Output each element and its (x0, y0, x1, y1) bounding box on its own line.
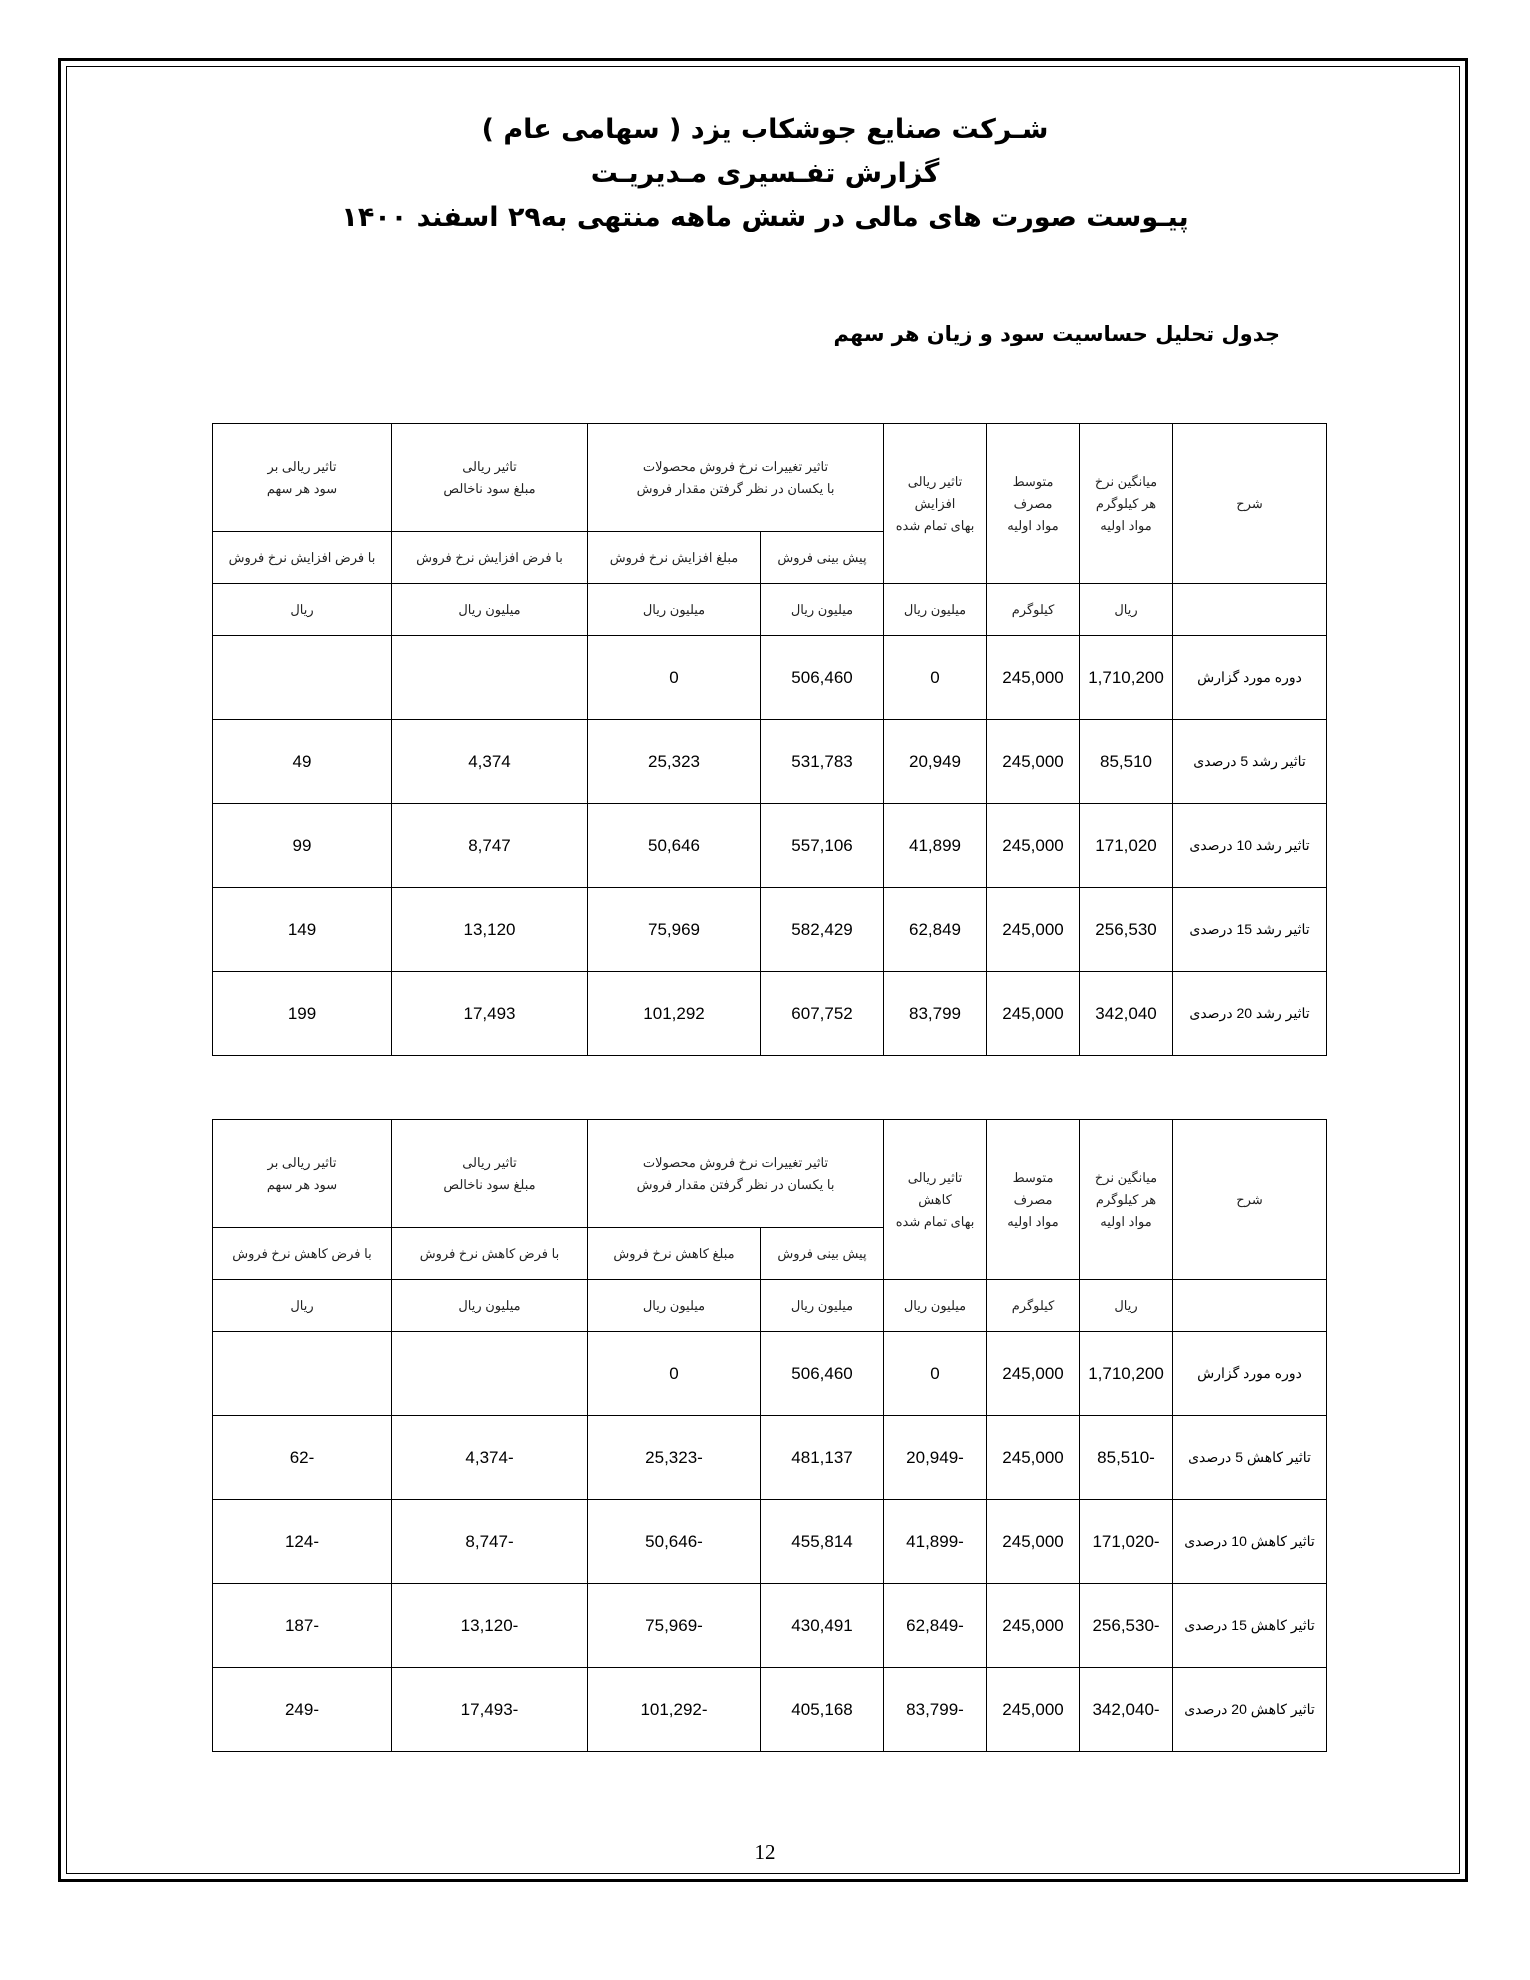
header-forecast-sales: پیش بینی فروش (761, 532, 884, 584)
header-avg-rate: میانگین نرخ هر کیلوگرم مواد اولیه (1080, 424, 1173, 584)
header-eps-sub: با فرض کاهش نرخ فروش (213, 1228, 392, 1280)
units-row: ریال کیلوگرم میلیون ریال میلیون ریال میلیون ریال میلیون ریال ریال (213, 584, 1327, 636)
table-row: تاثیر کاهش 10 درصدی -171,020 245,000 -41,899 455,814 -50,646 -8,747 -124 (213, 1500, 1327, 1584)
header-net-profit-sub: با فرض کاهش نرخ فروش (392, 1228, 588, 1280)
header-desc: شرح (1173, 424, 1327, 584)
section-title: جدول تحليل حساسيت سود و زيان هر سهم (833, 322, 1280, 346)
header-eps-sub: با فرض افزایش نرخ فروش (213, 532, 392, 584)
header-rial-effect: تاثیر ریالی کاهش بهای تمام شده (884, 1120, 987, 1280)
header-desc: شرح (1173, 1120, 1327, 1280)
header-avg-consumption: متوسط مصرف مواد اولیه (987, 1120, 1080, 1280)
table-row: تاثیر کاهش 15 درصدی -256,530 245,000 -62,849 430,491 -75,969 -13,120 -187 (213, 1584, 1327, 1668)
header-eps: تاثیر ریالی بر سود هر سهم (213, 1120, 392, 1228)
sensitivity-table-decrease (212, 1119, 1327, 1752)
report-title: گزارش تفـسيری مـديريـت (590, 158, 940, 189)
company-name: شـركت صنايع جوشكاب يزد ( سهامی عام ) (481, 114, 1049, 145)
header-forecast-sales: پیش بینی فروش (761, 1228, 884, 1280)
sensitivity-table-increase (212, 423, 1327, 1056)
header-avg-rate: میانگین نرخ هر کیلوگرم مواد اولیه (1080, 1120, 1173, 1280)
header-eps: تاثیر ریالی بر سود هر سهم (213, 424, 392, 532)
header-price-amount: مبلغ افزایش نرخ فروش (588, 532, 761, 584)
report-period: پيـوست صورت های مالی در شش ماهه منتهی به۲۹ اسفند ۱۴۰۰ (341, 202, 1189, 233)
page-number: 12 (754, 1840, 776, 1864)
header-price-change: تاثیر تغییرات نرخ فروش محصولات با یکسان در نظر گرفتن مقدار فروش (588, 424, 884, 532)
document-header (100, 108, 1430, 240)
table-row: تاثیر رشد 20 درصدی 342,040 245,000 83,799 607,752 101,292 17,493 199 (213, 972, 1327, 1056)
table-row: دوره مورد گزارش 1,710,200 245,000 0 506,460 0 (213, 636, 1327, 720)
table-row: تاثیر کاهش 20 درصدی -342,040 245,000 -83,799 405,168 -101,292 -17,493 -249 (213, 1668, 1327, 1752)
header-avg-consumption: متوسط مصرف مواد اولیه (987, 424, 1080, 584)
header-price-change: تاثیر تغییرات نرخ فروش محصولات با یکسان در نظر گرفتن مقدار فروش (588, 1120, 884, 1228)
table-row: تاثیر رشد 5 درصدی 85,510 245,000 20,949 531,783 25,323 4,374 49 (213, 720, 1327, 804)
header-net-profit-sub: با فرض افزایش نرخ فروش (392, 532, 588, 584)
header-price-amount: مبلغ کاهش نرخ فروش (588, 1228, 761, 1280)
table-row: تاثیر رشد 10 درصدی 171,020 245,000 41,899 557,106 50,646 8,747 99 (213, 804, 1327, 888)
header-net-profit: تاثیر ریالی مبلغ سود ناخالص (392, 1120, 588, 1228)
units-row: ریال کیلوگرم میلیون ریال میلیون ریال میلیون ریال میلیون ریال ریال (213, 1280, 1327, 1332)
table-row: دوره مورد گزارش 1,710,200 245,000 0 506,460 0 (213, 1332, 1327, 1416)
header-net-profit: تاثیر ریالی مبلغ سود ناخالص (392, 424, 588, 532)
header-rial-effect: تاثیر ریالی افزایش بهای تمام شده (884, 424, 987, 584)
table-row: تاثیر کاهش 5 درصدی -85,510 245,000 -20,949 481,137 -25,323 -4,374 -62 (213, 1416, 1327, 1500)
table-row: تاثیر رشد 15 درصدی 256,530 245,000 62,849 582,429 75,969 13,120 149 (213, 888, 1327, 972)
